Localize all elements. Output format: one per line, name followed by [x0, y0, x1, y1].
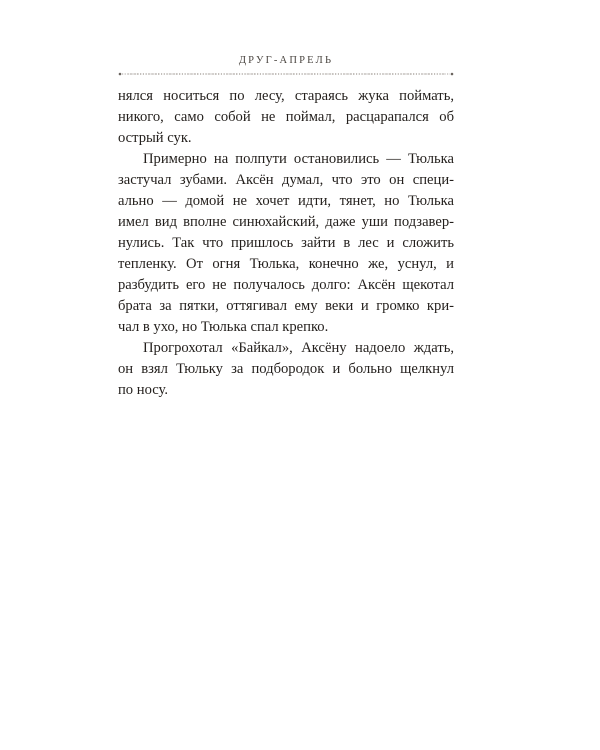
text-line: ально — домой не хочет идти, тянет, но Тюлька	[118, 193, 454, 209]
text-line: Примерно на полпути остановились — Тюлька	[143, 151, 454, 167]
text-line: он взял Тюльку за подбородок и больно щелкнул	[118, 361, 454, 377]
text-line: по носу.	[118, 382, 168, 398]
paragraph	[118, 149, 454, 338]
text-line: нялся носиться по лесу, стараясь жука поймать,	[118, 88, 454, 104]
paragraph	[118, 338, 454, 401]
paragraph	[118, 86, 454, 149]
header-rule-ornament	[118, 72, 454, 76]
body-text	[118, 86, 454, 401]
text-line: нулись. Так что пришлось зайти в лес и сложить	[118, 235, 454, 251]
text-line: разбудить его не получалось долго: Аксён щекотал	[118, 277, 454, 293]
text-line: застучал зубами. Аксён думал, что это он специ-	[118, 172, 454, 188]
text-line: острый сук.	[118, 130, 192, 146]
running-head: ДРУГ-АПРЕЛЬ	[238, 55, 334, 66]
text-line: Прогрохотал «Байкал», Аксёну надоело ждать,	[143, 340, 454, 356]
text-line: брата за пятки, оттягивал ему веки и громко кри-	[118, 298, 454, 314]
text-line: никого, само собой не поймал, расцарапался об	[118, 109, 454, 125]
header-rule	[118, 72, 454, 76]
text-line: чал в ухо, но Тюлька спал крепко.	[118, 319, 329, 335]
text-line: имел вид вполне синюхайский, даже уши подзавер-	[118, 214, 454, 230]
text-line: тепленку. От огня Тюлька, конечно же, уснул, и	[118, 256, 454, 272]
